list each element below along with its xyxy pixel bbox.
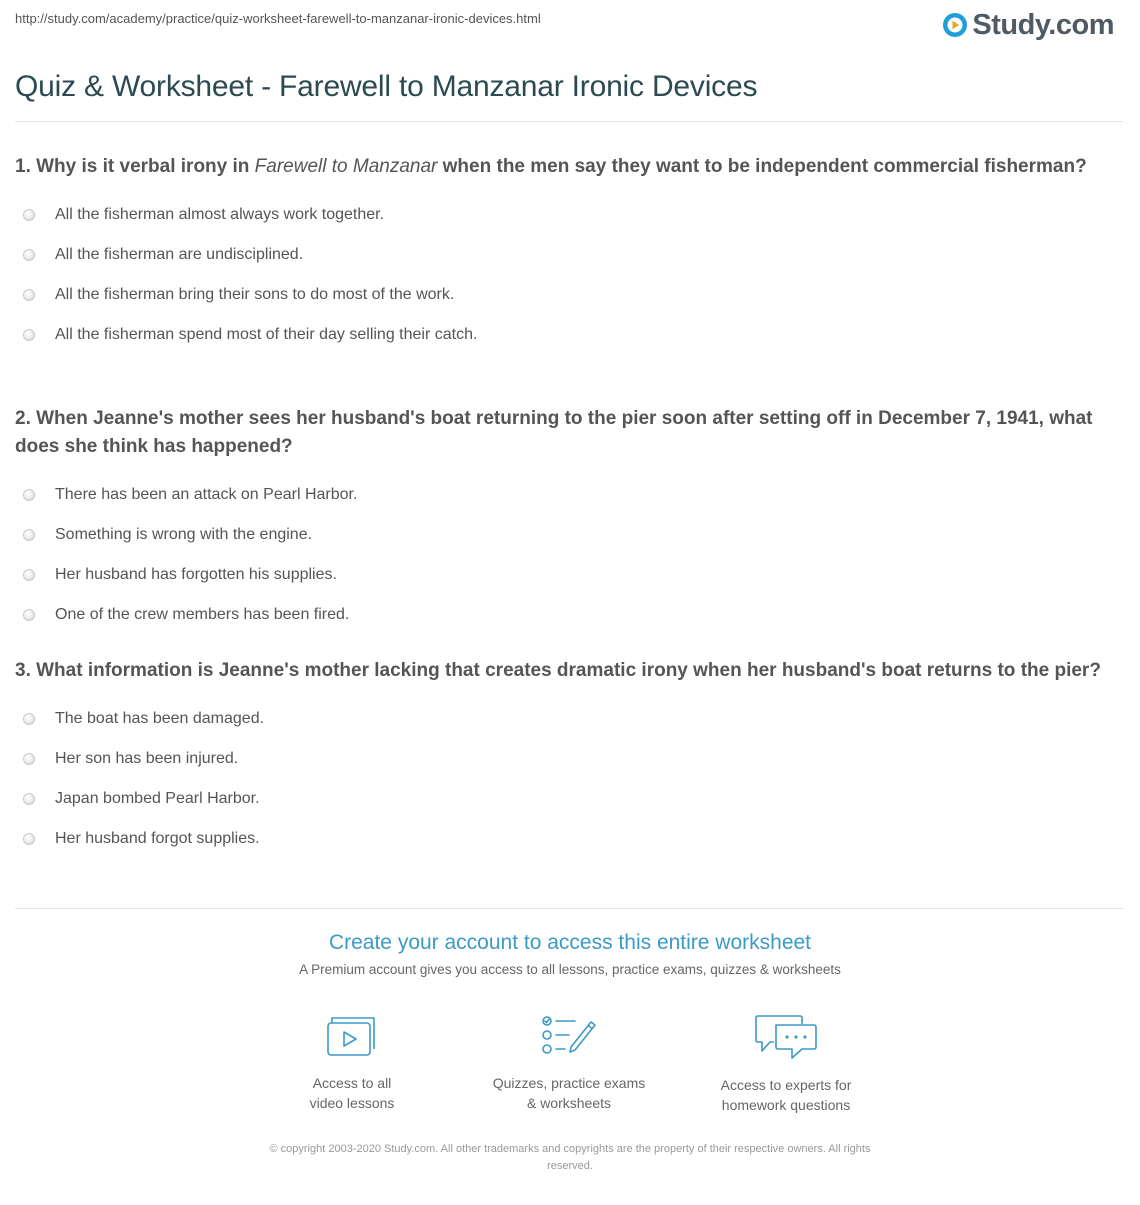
answer-option[interactable]: All the fisherman spend most of their day selling their catch. xyxy=(15,315,1125,355)
study-logo[interactable] xyxy=(942,8,1114,42)
question-text: 2. When Jeanne's mother sees her husband's boat returning to the pier soon after setting off in December 7, 1941, what does she think has happened? xyxy=(15,408,1093,457)
cta-subtitle: A Premium account gives you access to all lessons, practice exams, quizzes & worksheets xyxy=(299,962,841,977)
copyright-notice: © copyright 2003-2020 Study.com. All other trademarks and copyrights are the property of their respective owners. All rights reserved. xyxy=(269,1143,871,1172)
radio-button[interactable] xyxy=(23,209,35,221)
answer-list xyxy=(15,195,1125,355)
answer-option[interactable]: All the fisherman bring their sons to do most of the work. xyxy=(15,275,1125,315)
feature-video-lessons xyxy=(257,1013,447,1113)
answer-option[interactable]: Japan bombed Pearl Harbor. xyxy=(15,779,1125,819)
question-text: 3. What information is Jeanne's mother lacking that creates dramatic irony when her husband's boat returns to the pier? xyxy=(15,660,1101,681)
question-text: 1. Why is it verbal irony in Farewell to Manzanar when the men say they want to be independent commercial fisherman? xyxy=(15,156,1087,177)
play-circle-logo-icon xyxy=(942,12,968,38)
radio-button[interactable] xyxy=(23,249,35,261)
title-divider xyxy=(15,121,1123,122)
feature-label: Access to experts for homework questions xyxy=(720,1077,852,1113)
question-3 xyxy=(15,657,1125,859)
answer-option[interactable]: All the fisherman almost always work together. xyxy=(15,195,1125,235)
answer-list xyxy=(15,475,1125,635)
answer-option[interactable]: Her husband forgot supplies. xyxy=(15,819,1125,859)
radio-button[interactable] xyxy=(23,753,35,765)
cta-divider xyxy=(15,908,1123,909)
question-1 xyxy=(15,153,1125,355)
book-title: Farewell to Manzanar xyxy=(254,156,438,177)
radio-button[interactable] xyxy=(23,289,35,301)
feature-quizzes xyxy=(474,1013,664,1113)
radio-button[interactable] xyxy=(23,529,35,541)
page-url: http://study.com/academy/practice/quiz-worksheet-farewell-to-manzanar-ironic-devices.html xyxy=(15,11,541,26)
answer-option[interactable]: There has been an attack on Pearl Harbor. xyxy=(15,475,1125,515)
video-lesson-icon xyxy=(326,1013,378,1059)
logo-text: Study.com xyxy=(972,9,1114,41)
feature-experts xyxy=(691,1013,881,1115)
page-title: Quiz & Worksheet - Farewell to Manzanar Ironic Devices xyxy=(15,70,758,103)
radio-button[interactable] xyxy=(23,713,35,725)
answer-option[interactable]: Her husband has forgotten his supplies. xyxy=(15,555,1125,595)
question-2 xyxy=(15,405,1125,635)
radio-button[interactable] xyxy=(23,489,35,501)
answer-option[interactable]: One of the crew members has been fired. xyxy=(15,595,1125,635)
answer-option[interactable]: Something is wrong with the engine. xyxy=(15,515,1125,555)
feature-label: Quizzes, practice exams & worksheets xyxy=(492,1075,646,1111)
quiz-checklist-icon xyxy=(541,1013,597,1059)
answer-list xyxy=(15,699,1125,859)
radio-button[interactable] xyxy=(23,793,35,805)
create-account-link[interactable]: Create your account to access this entire worksheet xyxy=(328,931,812,954)
radio-button[interactable] xyxy=(23,609,35,621)
answer-option[interactable]: All the fisherman are undisciplined. xyxy=(15,235,1125,275)
answer-option[interactable]: Her son has been injured. xyxy=(15,739,1125,779)
feature-label: Access to all video lessons xyxy=(309,1075,395,1111)
answer-option[interactable]: The boat has been damaged. xyxy=(15,699,1125,739)
radio-button[interactable] xyxy=(23,833,35,845)
radio-button[interactable] xyxy=(23,569,35,581)
radio-button[interactable] xyxy=(23,329,35,341)
chat-bubbles-icon xyxy=(754,1013,818,1061)
